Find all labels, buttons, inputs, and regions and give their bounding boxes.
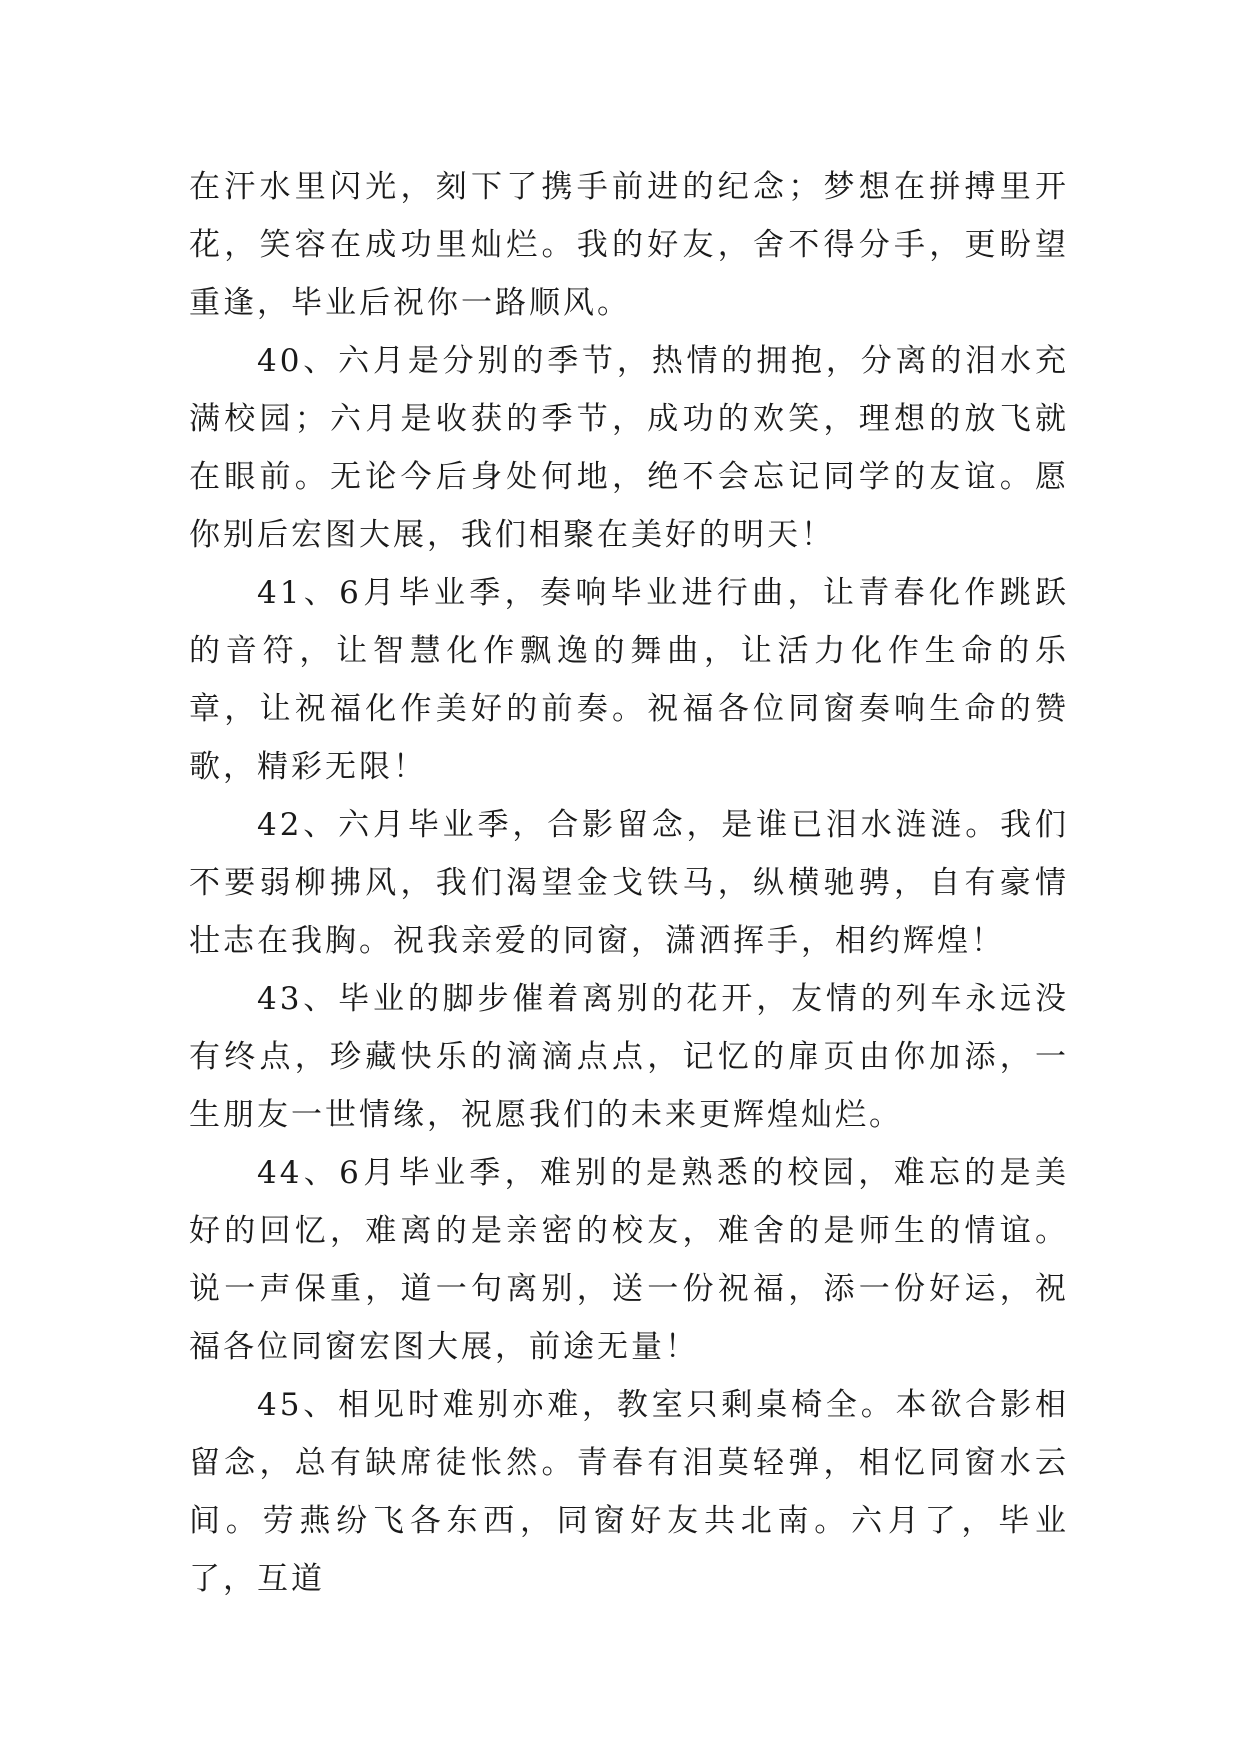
- paragraph-39-continued: 在汗水里闪光，刻下了携手前进的纪念；梦想在拼搏里开花，笑容在成功里灿烂。我的好友，舍不得分手，更盼望重逢，毕业后祝你一路顺风。: [189, 169, 1069, 321]
- paragraph-41: 41、6月毕业季，奏响毕业进行曲，让青春化作跳跃的音符，让智慧化作飘逸的舞曲，让活力化作生命的乐章，让祝福化作美好的前奏。祝福各位同窗奏响生命的赞歌，精彩无限！: [189, 575, 1069, 785]
- paragraph-42: 42、六月毕业季，合影留念，是谁已泪水涟涟。我们不要弱柳拂风，我们渴望金戈铁马，纵横驰骋，自有豪情壮志在我胸。祝我亲爱的同窗，潇洒挥手，相约辉煌！: [189, 807, 1069, 959]
- paragraph-44: 44、6月毕业季，难别的是熟悉的校园，难忘的是美好的回忆，难离的是亲密的校友，难舍的是师生的情谊。说一声保重，道一句离别，送一份祝福，添一份好运，祝福各位同窗宏图大展，前途无量！: [189, 1155, 1069, 1365]
- paragraph-45: 45、相见时难别亦难，教室只剩桌椅全。本欲合影相留念，总有缺席徒怅然。青春有泪莫轻弹，相忆同窗水云间。劳燕纷飞各东西，同窗好友共北南。六月了，毕业了，互道: [189, 1387, 1069, 1597]
- paragraph-40: 40、六月是分别的季节，热情的拥抱，分离的泪水充满校园；六月是收获的季节，成功的欢笑，理想的放飞就在眼前。无论今后身处何地，绝不会忘记同学的友谊。愿你别后宏图大展，我们相聚在美好的明天！: [189, 343, 1069, 553]
- document-body: [189, 158, 1069, 1608]
- paragraph-43: 43、毕业的脚步催着离别的花开，友情的列车永远没有终点，珍藏快乐的滴滴点点，记忆的扉页由你加添，一生朋友一世情缘，祝愿我们的未来更辉煌灿烂。: [189, 981, 1069, 1133]
